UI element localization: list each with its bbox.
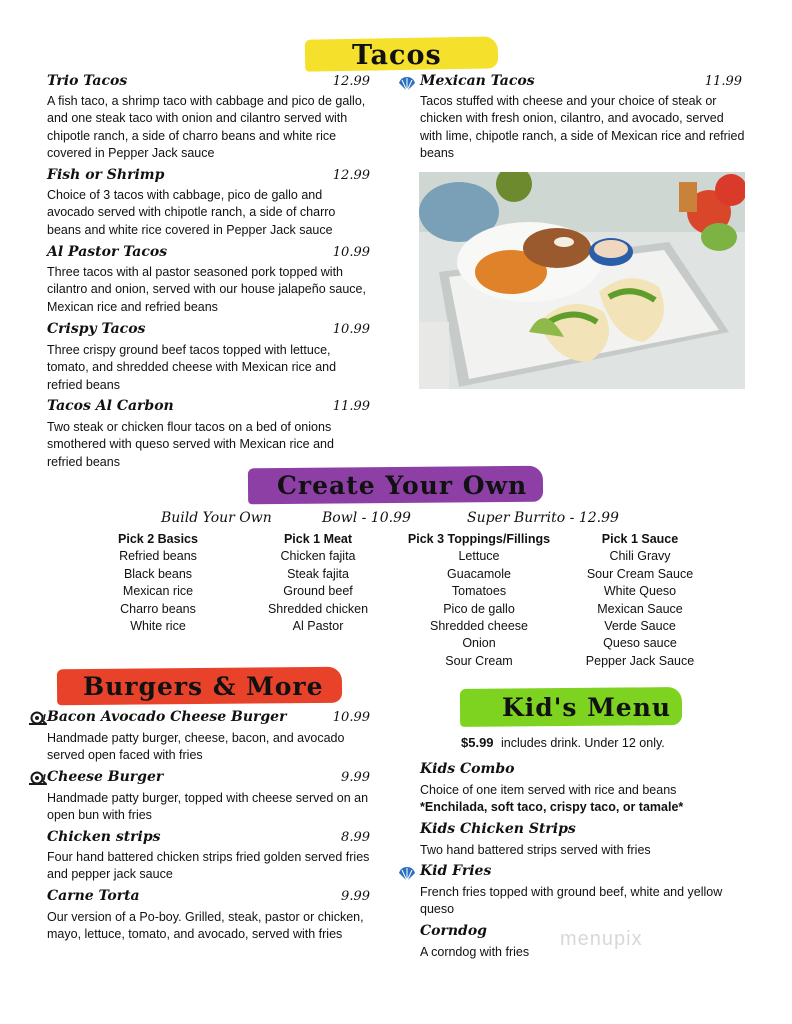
- create-column-meat: [258, 531, 378, 635]
- column-option: Chicken fajita: [280, 549, 356, 564]
- column-option: Al Pastor: [292, 619, 344, 634]
- column-option: Lettuce: [458, 549, 500, 564]
- menu-item-desc: Choice of one item served with rice and beans: [420, 783, 677, 797]
- column-option: Ground beef: [283, 584, 353, 599]
- create-column-sauce: [575, 531, 705, 670]
- menu-item-name: Mexican Tacos: [420, 73, 535, 89]
- menu-item-name: Tacos Al Carbon: [47, 398, 174, 414]
- create-option-burrito: Super Burrito - 12.99: [467, 510, 619, 526]
- column-option: Pico de gallo: [443, 601, 515, 616]
- column-option: Mexican rice: [122, 584, 194, 599]
- menu-item-name: Chicken strips: [47, 829, 161, 845]
- menu-item-name: Kid Fries: [420, 863, 492, 879]
- create-option-build: Build Your Own: [161, 510, 272, 526]
- create-title: Create Your Own: [277, 471, 528, 500]
- menu-item-desc: Two hand battered strips served with fries: [420, 843, 651, 857]
- menu-item-price: 11.99: [332, 399, 370, 414]
- menu-item-price: 9.99: [341, 889, 370, 904]
- column-option: Sour Cream: [445, 653, 513, 668]
- menu-item-desc-note: *Enchilada, soft taco, crispy taco, or tamale*: [420, 800, 684, 814]
- column-option: White Queso: [603, 584, 677, 599]
- kids-pricing: [461, 735, 665, 750]
- shell-icon: [398, 76, 416, 95]
- menu-item-name: Trio Tacos: [47, 73, 128, 89]
- tacos-title: Tacos: [352, 40, 442, 71]
- snail-icon: [27, 771, 47, 788]
- food-photo: [419, 172, 745, 389]
- create-option-bowl: Bowl - 10.99: [322, 510, 411, 526]
- column-option: Queso sauce: [603, 636, 677, 651]
- menupix-watermark: menupix: [560, 928, 643, 950]
- menu-item-name: Crispy Tacos: [47, 321, 146, 337]
- menu-item-desc: Choice of 3 tacos with cabbage, pico de gallo and avocado served with chipotle ranch, a side of charro beans and white rice covered in Pepper Jack sauce: [47, 188, 336, 237]
- create-column-basics: [100, 531, 216, 635]
- shell-icon: [398, 866, 416, 885]
- menu-item-desc: Three crispy ground beef tacos topped with lettuce, tomato, and shredded cheese with Mexican rice and refried beans: [47, 343, 337, 392]
- menu-item-desc: Handmade patty burger, topped with cheese served on an open bun with fries: [47, 791, 369, 823]
- kids-title: Kid's Menu: [502, 693, 672, 722]
- create-column-toppings: [404, 531, 554, 670]
- column-option: Pepper Jack Sauce: [585, 653, 695, 668]
- burgers-title: Burgers & More: [83, 672, 324, 701]
- menu-item-desc: Our version of a Po-boy. Grilled, steak, pastor or chicken, mayo, lettuce, tomato, and avocado, served with fries: [47, 910, 364, 942]
- menu-item-desc: Tacos stuffed with cheese and your choice of steak or chicken with fresh onion, cilantro, and avocado, served with lime, chipotle ranch, a side of Mexican rice and refried beans: [420, 94, 745, 160]
- column-option: White rice: [130, 619, 186, 634]
- kids-note: includes drink. Under 12 only.: [501, 736, 665, 750]
- column-option: Shredded chicken: [267, 601, 369, 616]
- column-option: Shredded cheese: [430, 619, 528, 634]
- column-option: Black beans: [123, 566, 193, 581]
- column-option: Sour Cream Sauce: [586, 566, 694, 581]
- menu-item-name: Cheese Burger: [47, 769, 164, 785]
- column-option: Onion: [462, 636, 496, 651]
- snail-icon: [27, 711, 47, 728]
- menu-item-desc: Two steak or chicken flour tacos on a bed of onions smothered with queso served with Mexican rice and refried beans: [47, 420, 334, 469]
- menu-item-price: 10.99: [332, 322, 370, 337]
- menu-item-price: 10.99: [332, 710, 370, 725]
- menu-item-name: Carne Torta: [47, 888, 140, 904]
- menu-item-name: Bacon Avocado Cheese Burger: [47, 709, 287, 725]
- menu-item-price: 11.99: [704, 74, 742, 89]
- column-option: Tomatoes: [451, 584, 507, 599]
- menu-item-desc: A corndog with fries: [420, 945, 530, 959]
- column-option: Mexican Sauce: [597, 601, 683, 616]
- kids-price: $5.99: [461, 735, 494, 750]
- menu-item-price: 12.99: [332, 74, 370, 89]
- column-head: Pick 1 Sauce: [601, 532, 679, 546]
- column-option: Charro beans: [120, 601, 196, 616]
- column-head: Pick 3 Toppings/Fillings: [407, 532, 551, 546]
- menu-item-desc: A fish taco, a shrimp taco with cabbage and pico de gallo, and one steak taco with onion and cilantro served with chipotle ranch, a side of charro beans and white rice covered in Pepper Jack sauce: [47, 94, 366, 160]
- menu-item-name: Kids Chicken Strips: [420, 821, 576, 837]
- menu-item-name: Al Pastor Tacos: [47, 244, 168, 260]
- menu-item-name: Fish or Shrimp: [47, 167, 165, 183]
- column-option: Guacamole: [447, 566, 511, 581]
- column-option: Chili Gravy: [609, 549, 671, 564]
- menu-item-desc: Handmade patty burger, cheese, bacon, and avocado served open faced with fries: [47, 731, 345, 763]
- column-option: Steak fajita: [287, 566, 349, 581]
- menu-item-desc: Four hand battered chicken strips fried golden served fries and pepper jack sauce: [47, 850, 370, 882]
- menu-item-desc: Three tacos with al pastor seasoned pork topped with cilantro and onion, served with our house jalapeño sauce, Mexican rice and refried beans: [47, 265, 366, 314]
- menu-item-name: Kids Combo: [420, 761, 515, 777]
- menu-item-price: 9.99: [341, 770, 370, 785]
- menu-item-desc: French fries topped with ground beef, white and yellow queso: [420, 885, 723, 917]
- menu-item-name: Corndog: [420, 923, 487, 939]
- menu-item-price: 12.99: [332, 168, 370, 183]
- column-option: Refried beans: [119, 549, 197, 564]
- column-head: Pick 2 Basics: [118, 532, 198, 546]
- menu-item-price: 8.99: [341, 830, 370, 845]
- column-head: Pick 1 Meat: [283, 532, 353, 546]
- menu-item-price: 10.99: [332, 245, 370, 260]
- column-option: Verde Sauce: [604, 619, 676, 634]
